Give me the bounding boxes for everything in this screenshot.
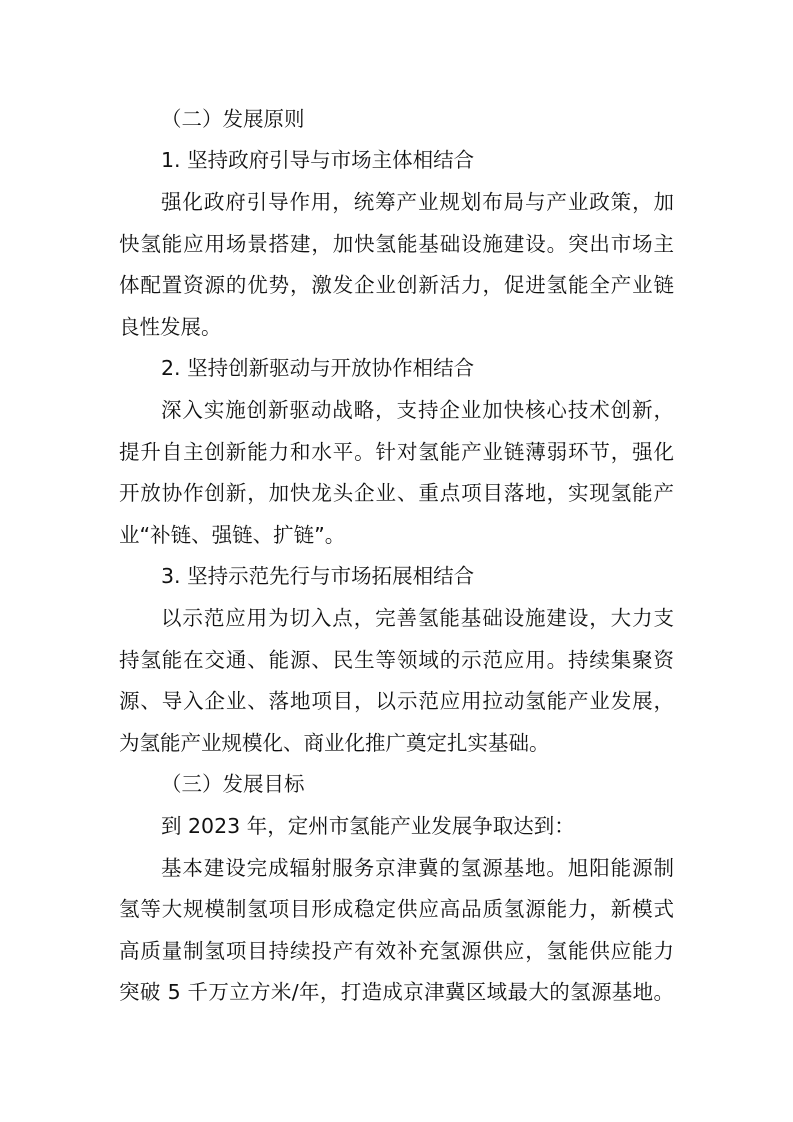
principle-2-title: 2. 坚持创新驱动与开放协作相结合 <box>161 356 475 380</box>
principle-1-line-1: 强化政府引导作用，统筹产业规划布局与产业政策，加 <box>161 190 674 214</box>
goals-line-3: 高质量制氢项目持续投产有效补充氢源供应，氢能供应能力 <box>119 939 674 963</box>
principle-2-line-2: 提升自主创新能力和水平。针对氢能产业链薄弱环节，强化 <box>119 440 674 464</box>
goals-line-1: 基本建设完成辐射服务京津冀的氢源基地。旭阳能源制 <box>161 856 674 880</box>
principle-3-line-4: 为氢能产业规模化、商业化推广奠定扎实基础。 <box>119 731 550 755</box>
goals-intro: 到 2023 年，定州市氢能产业发展争取达到： <box>161 814 575 838</box>
principle-3-line-1: 以示范应用为切入点，完善氢能基础设施建设，大力支 <box>161 606 674 630</box>
goals-line-2: 氢等大规模制氢项目形成稳定供应高品质氢源能力，新模式 <box>119 897 674 921</box>
principle-2-line-4: 业“补链、强链、扩链”。 <box>119 523 346 547</box>
principle-3-title: 3. 坚持示范先行与市场拓展相结合 <box>161 564 475 588</box>
principle-3-line-2: 持氢能在交通、能源、民生等领域的示范应用。持续集聚资 <box>119 648 674 672</box>
principle-1-line-3: 体配置资源的优势，激发企业创新活力，促进氢能全产业链 <box>119 273 674 297</box>
principle-1-line-4: 良性发展。 <box>119 315 222 339</box>
principle-1-title: 1. 坚持政府引导与市场主体相结合 <box>161 148 475 172</box>
section-heading-principles: （二）发展原则 <box>161 107 305 131</box>
principle-2-line-3: 开放协作创新，加快龙头企业、重点项目落地，实现氢能产 <box>119 481 674 505</box>
principle-1-line-2: 快氢能应用场景搭建，加快氢能基础设施建设。突出市场主 <box>119 232 674 256</box>
goals-line-4: 突破 5 千万立方米/年，打造成京津冀区域最大的氢源基地。 <box>119 980 674 1004</box>
principle-3-line-3: 源、导入企业、落地项目，以示范应用拉动氢能产业发展， <box>119 689 674 713</box>
principle-2-line-1: 深入实施创新驱动战略，支持企业加快核心技术创新， <box>161 398 674 422</box>
section-heading-goals: （三）发展目标 <box>161 772 305 796</box>
